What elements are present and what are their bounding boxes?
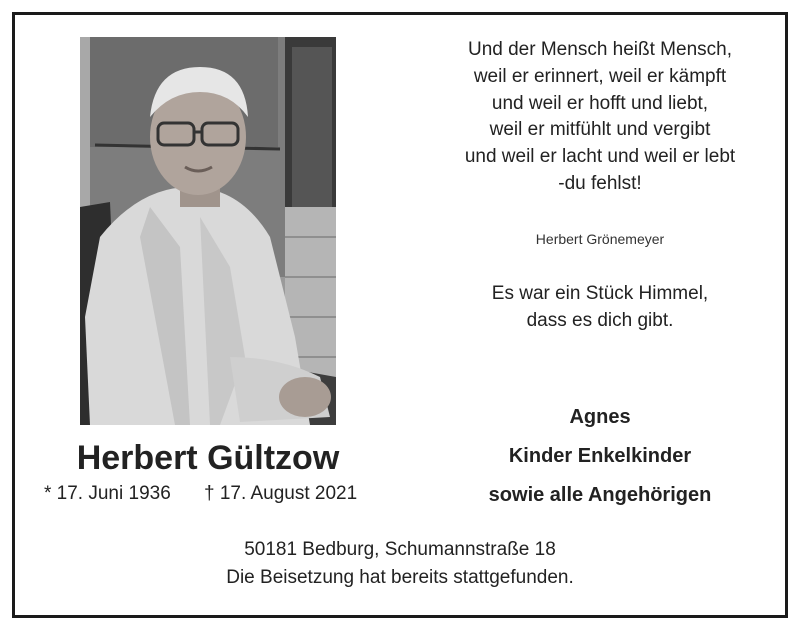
quote-line: Es war ein Stück Himmel,: [491, 283, 709, 304]
poem-line: und weil er lacht und weil er lebt: [464, 146, 736, 168]
mourner-line: Kinder Enkelkinder: [508, 445, 692, 467]
notice-footer: [30, 536, 770, 592]
deceased-name: Herbert Gültzow: [76, 439, 340, 477]
mourner-line: Agnes: [569, 406, 631, 428]
burial-note: Die Beisetzung hat bereits stattgefunden.: [226, 567, 574, 588]
poem-line: weil er mitfühlt und vergibt: [489, 119, 711, 141]
birth-date: * 17. Juni 1936: [44, 483, 171, 504]
mourners-list: [415, 398, 785, 515]
memorial-quote: [415, 280, 785, 334]
poem-line: -du fehlst!: [558, 172, 642, 194]
quote-line: dass es dich gibt.: [526, 310, 674, 331]
poem-line: und weil er hofft und liebt,: [491, 92, 709, 114]
address: 50181 Bedburg, Schumannstraße 18: [244, 539, 556, 560]
death-date: † 17. August 2021: [204, 483, 358, 504]
poem-line: weil er erinnert, weil er kämpft: [473, 65, 727, 87]
poem-verse: [415, 37, 785, 198]
portrait-photo: [80, 37, 336, 425]
poem-author: Herbert Grönemeyer: [535, 231, 665, 247]
poem-line: Und der Mensch heißt Mensch,: [467, 39, 732, 60]
mourner-line: sowie alle Angehörigen: [488, 484, 712, 506]
